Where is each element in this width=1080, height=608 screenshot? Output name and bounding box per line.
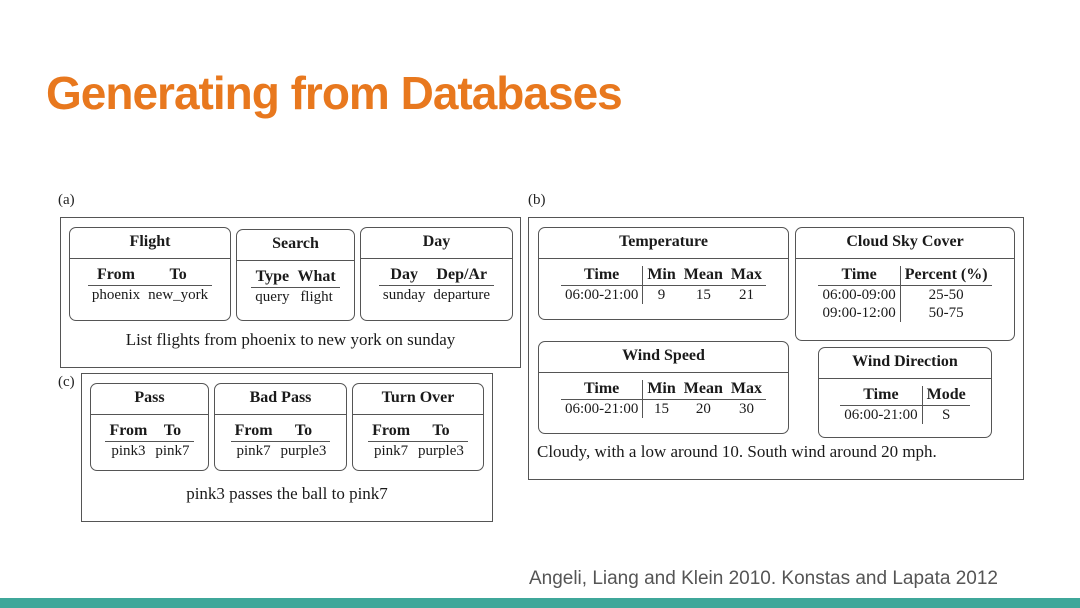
record-divider [91,414,208,415]
field-header: What [293,268,339,288]
record-fields [231,422,331,460]
record-divider [353,414,483,415]
record-temperature [538,227,789,320]
record-cloud-sky-cover [795,227,1015,341]
record-fields [561,266,766,304]
field-value: purple3 [418,443,464,459]
field-header: From [231,422,277,442]
record-pass [90,383,209,471]
field-value: 06:00-09:00 [818,286,900,305]
panel-a-label: (a) [58,192,75,208]
record-fields [105,422,193,460]
record-fields [818,266,991,322]
field-value: 15 [654,401,670,417]
field-header: Time [561,380,643,400]
field-header: From [88,266,144,286]
field-header: Time [840,386,922,406]
record-title: Pass [134,389,165,406]
field-value: 9 [657,287,666,303]
field-header: Max [727,266,766,286]
field-value: flight [300,289,333,305]
record-fields [88,266,212,304]
field-header: Day [379,266,430,286]
field-value: purple3 [280,443,327,459]
panel-c-label: (c) [58,374,75,390]
record-title: Bad Pass [249,389,312,406]
record-day [360,227,513,321]
field-value: S [941,407,951,423]
footer-accent-bar [0,598,1080,608]
field-header: Mean [680,266,727,286]
record-title: Temperature [619,233,708,250]
record-title: Turn Over [381,389,455,406]
record-search [236,229,355,321]
field-value: query [255,289,290,305]
record-divider [215,414,346,415]
field-header: From [368,422,414,442]
record-fields [368,422,468,460]
field-value: 09:00-12:00 [818,304,900,322]
record-title: Wind Direction [852,353,958,370]
panel-caption: pink3 passes the ball to pink7 [186,484,388,503]
citation: Angeli, Liang and Klein 2010. Konstas and Lapata 2012 [528,568,998,589]
field-value: 06:00-21:00 [561,286,643,305]
record-divider [237,260,354,261]
field-value: 06:00-21:00 [561,400,643,419]
record-fields [251,268,339,306]
field-value: 50-75 [928,305,964,321]
field-value: 20 [695,401,711,417]
panel-a [60,217,521,368]
record-turn-over [352,383,484,471]
field-value: 21 [738,287,754,303]
record-fields [840,386,969,424]
slide-title: Generating from Databases [46,67,622,119]
record-divider [796,258,1014,259]
record-divider [539,372,788,373]
field-header: Type [251,268,293,288]
record-divider [819,378,991,379]
field-value: sunday [382,287,426,303]
record-fields [561,380,766,418]
field-value: new_york [148,287,209,303]
record-wind-speed [538,341,789,434]
field-header: To [151,422,193,442]
field-value: 15 [695,287,711,303]
record-title: Flight [129,233,171,250]
field-value: 06:00-21:00 [840,406,922,425]
field-value: pink3 [111,443,146,459]
record-flight [69,227,231,321]
field-header: Min [643,266,680,286]
record-divider [70,258,230,259]
record-bad-pass [214,383,347,471]
field-value: pink7 [374,443,409,459]
record-divider [539,258,788,259]
record-title: Day [422,233,451,250]
field-header: Max [727,380,766,400]
field-value: phoenix [91,287,141,303]
panel-caption: List flights from phoenix to new york on sunday [125,330,456,349]
field-value: 30 [738,401,754,417]
field-header: To [144,266,212,286]
field-value: departure [433,287,491,303]
field-value: pink7 [155,443,190,459]
field-value: pink7 [236,443,271,459]
panel-b [528,217,1024,480]
panel-c [81,373,493,522]
field-header: To [277,422,331,442]
record-title: Search [272,235,319,252]
panel-b-label: (b) [528,192,546,208]
field-value: 25-50 [928,287,964,303]
field-header: Dep/Ar [429,266,494,286]
record-wind-direction [818,347,992,438]
field-header: Min [643,380,680,400]
record-title: Cloud Sky Cover [846,233,964,250]
record-fields [379,266,494,304]
field-header: Percent (%) [900,266,991,286]
record-title: Wind Speed [622,347,705,364]
field-header: From [105,422,151,442]
field-header: Mean [680,380,727,400]
record-divider [361,258,512,259]
field-header: Time [561,266,643,286]
field-header: To [414,422,468,442]
field-header: Mode [922,386,970,406]
panel-caption: Cloudy, with a low around 10. South wind around 20 mph. [537,442,937,461]
field-header: Time [818,266,900,286]
